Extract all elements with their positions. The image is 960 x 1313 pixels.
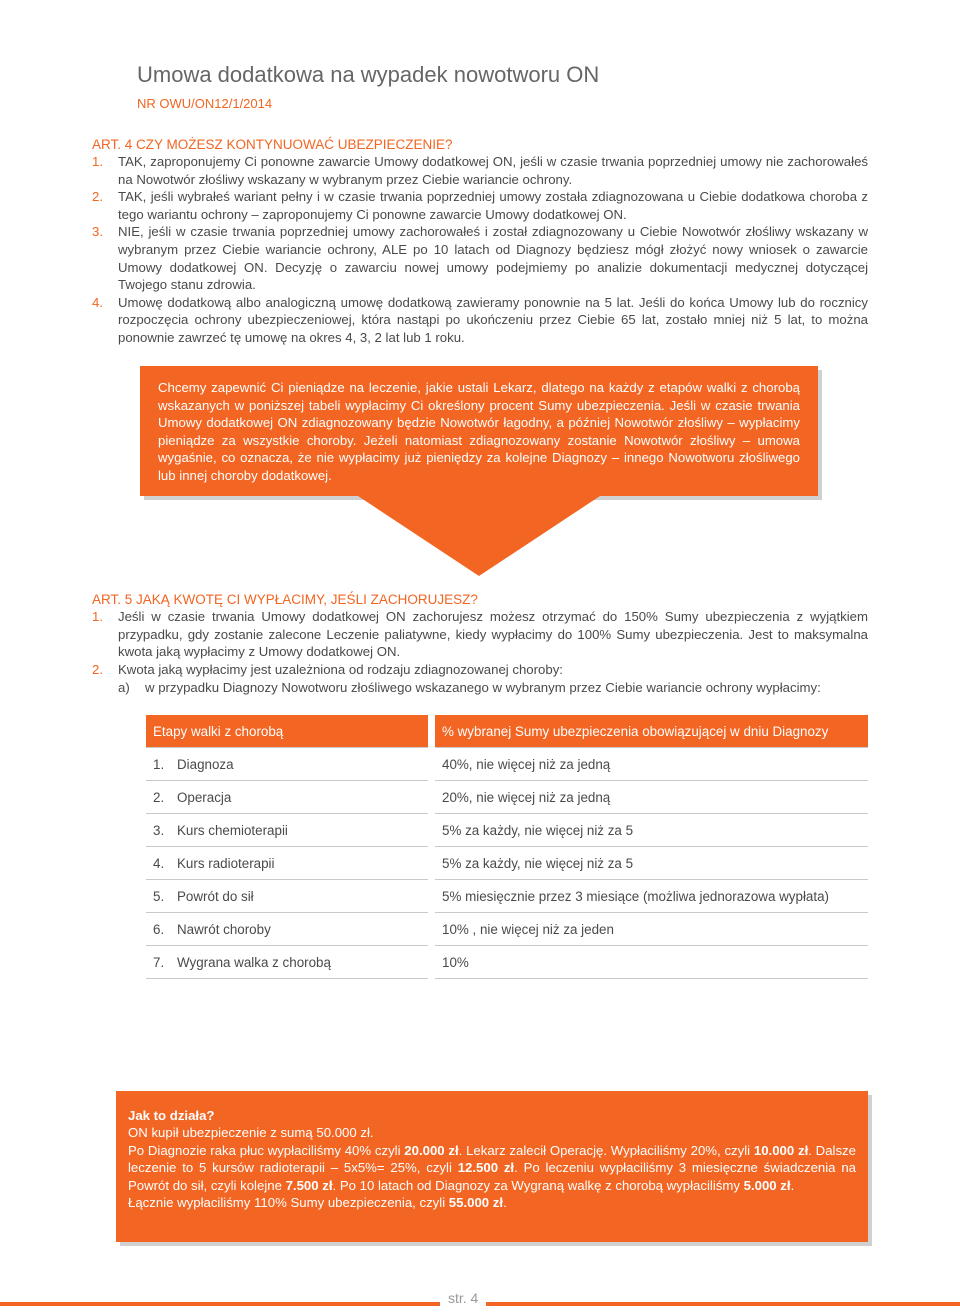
down-arrow-icon bbox=[358, 496, 600, 576]
item-number: 4. bbox=[92, 294, 103, 310]
stage-label: Powrót do sił bbox=[177, 888, 254, 904]
stage-number: 5. bbox=[153, 888, 165, 904]
table-row bbox=[146, 946, 868, 979]
list-item bbox=[92, 188, 868, 223]
stage-cell bbox=[146, 880, 432, 913]
value-cell: 40%, nie więcej niż za jedną bbox=[432, 748, 869, 781]
art4-list bbox=[92, 153, 868, 347]
example-total bbox=[128, 1194, 856, 1211]
item-number: 1. bbox=[92, 609, 103, 624]
example-text: . bbox=[790, 1177, 795, 1193]
example-line-purchase: ON kupił ubezpieczenie z sumą 50.000 zł. bbox=[128, 1125, 374, 1141]
art5-list bbox=[92, 608, 868, 678]
example-amount: 55.000 zł bbox=[448, 1195, 504, 1211]
stage-number: 7. bbox=[153, 954, 165, 970]
stage-label: Kurs radioterapii bbox=[177, 855, 275, 871]
item-text: Umowę dodatkową albo analogiczną umowę dodatkową zawieramy ponownie na 5 lat. Jeśli do końca Umowy lub do rocznicy rozpoczęcia ochrony ubezpieczeniowej, która nastąpi po ukończeniu przez Ciebie 65 lat, zostało mniej niż 5 lat, to można ponownie zawrzeć tę umowę na okres 4, 3, 2 lat lub 1 roku. bbox=[118, 294, 868, 345]
sub-item-a bbox=[118, 680, 821, 695]
stage-label: Nawrót choroby bbox=[177, 921, 271, 937]
stage-number: 4. bbox=[153, 855, 165, 871]
list-item bbox=[92, 608, 868, 661]
example-title-text: Jak to działa? bbox=[128, 1108, 215, 1123]
stage-cell bbox=[146, 946, 432, 979]
table-row bbox=[146, 913, 868, 946]
table-row bbox=[146, 814, 868, 847]
item-text: TAK, jeśli wybrałeś wariant pełny i w czasie trwania poprzedniej umowy została zdiagnozowana u Ciebie dodatkowa choroba z tego wariantu ochrony – zaproponujemy Ci ponowne zawarcie Umowy dodatkowej ON. bbox=[118, 189, 868, 222]
example-text: . Po 10 latach od Diagnozy za Wygraną walkę z chorobą wypłaciliśmy bbox=[332, 1177, 744, 1193]
example-title bbox=[128, 1107, 856, 1124]
example-amount: 12.500 zł bbox=[457, 1160, 515, 1176]
stage-label: Operacja bbox=[177, 789, 232, 805]
stage-number: 2. bbox=[153, 789, 165, 805]
item-number: 2. bbox=[92, 661, 103, 677]
stage-number: 6. bbox=[153, 921, 165, 937]
list-item bbox=[92, 661, 868, 679]
example-text: . Dalsze leczenie to 5 kursów radioterapii – 5x5%= 25%, czyli bbox=[128, 1142, 856, 1176]
art5-heading: ART. 5 JAKĄ KWOTĘ CI WYPŁACIMY, JEŚLI ZACHORUJESZ? bbox=[92, 592, 478, 607]
list-item bbox=[92, 153, 868, 188]
list-item bbox=[92, 223, 868, 293]
example-text: . Po leczeniu wypłaciliśmy 3 miesięczne świadczenia na Powrót do sił, czyli kolejne bbox=[128, 1160, 856, 1193]
example-text: Łącznie wypłaciliśmy 110% Sumy ubezpieczenia, czyli bbox=[128, 1195, 449, 1211]
item-number: 3. bbox=[92, 224, 103, 240]
value-cell: 10% bbox=[432, 946, 869, 979]
example-box bbox=[116, 1091, 868, 1242]
info-box-text: Chcemy zapewnić Ci pieniądze na leczenie, jakie ustali Lekarz, dlatego na każdy z etapów walki z chorobą wskazanych w poniższej tabeli wypłacimy Ci określony procent Sumy ubezpieczenia. Jeśli w czasie trwania Umowy dodatkowej ON zdiagnozowany będzie Nowotwór łagodny, a później Nowotwór złośliwy – wypłacimy pieniądze za wszystkie choroby. Jeżeli natomiast zdiagnozowany zostanie Nowotwór złośliwy – umowa wygaśnie, co oznacza, że nie wypłacimy już pieniędzy za kolejne Diagnozy – innego Nowotworu złośliwego lub innej choroby dodatkowej. bbox=[158, 380, 800, 483]
table-row bbox=[146, 880, 868, 913]
item-text: NIE, jeśli w czasie trwania poprzedniej umowy zachorowałeś i został zdiagnozowany u Ciebie Nowotwór złośliwy wskazany w wybranym przez Ciebie wariancie ochrony, ALE po 10 latach od Diagnozy będziesz mógł złożyć nowy wniosek o zawarcie Umowy dodatkowej ON. Decyzję o zawarciu nowej umowy podejmiemy po analizie dokumentacji medycznej dotyczącej Twojego stanu zdrowia. bbox=[118, 224, 868, 293]
stage-label: Wygrana walka z chorobą bbox=[177, 954, 331, 970]
stage-cell bbox=[146, 781, 432, 814]
example-amount: 5.000 zł bbox=[743, 1177, 791, 1193]
example-amount: 7.500 zł bbox=[285, 1177, 333, 1193]
example-paragraph bbox=[128, 1142, 856, 1194]
value-cell: 20%, nie więcej niż za jedną bbox=[432, 781, 869, 814]
document-title: Umowa dodatkowa na wypadek nowotworu ON bbox=[137, 62, 600, 87]
sub-item-mark: a) bbox=[118, 680, 130, 695]
column-header-stage: Etapy walki z chorobą bbox=[146, 715, 432, 748]
stage-number: 1. bbox=[153, 756, 165, 772]
table-row bbox=[146, 748, 868, 781]
stage-cell bbox=[146, 748, 432, 781]
stages-table bbox=[146, 715, 868, 979]
value-cell: 5% za każdy, nie więcej niż za 5 bbox=[432, 814, 869, 847]
example-text: Po Diagnozie raka płuc wypłaciliśmy 40% czyli bbox=[128, 1142, 405, 1158]
stage-cell bbox=[146, 814, 432, 847]
column-header-percent: % wybranej Sumy ubezpieczenia obowiązującej w dniu Diagnozy bbox=[432, 715, 869, 748]
item-text: Jeśli w czasie trwania Umowy dodatkowej ON zachorujesz możesz otrzymać do 150% Sumy ubezpieczenia z wyjątkiem przypadku, gdy zostanie zalecone Leczenie paliatywne, kiedy wypłacimy do 100% Sumy ubezpieczenia. Jest to maksymalna kwota jaką wypłacimy z Umowy dodatkowej ON. bbox=[118, 609, 868, 660]
art4-heading: ART. 4 CZY MOŻESZ KONTYNUOWAĆ UBEZPIECZENIE? bbox=[92, 137, 453, 152]
table-header-row bbox=[146, 715, 868, 748]
example-amount: 20.000 zł bbox=[404, 1142, 459, 1158]
stage-label: Diagnoza bbox=[177, 756, 234, 772]
stage-label: Kurs chemioterapii bbox=[177, 822, 288, 838]
stage-cell bbox=[146, 847, 432, 880]
info-box bbox=[140, 366, 818, 496]
value-cell: 5% za każdy, nie więcej niż za 5 bbox=[432, 847, 869, 880]
item-number: 2. bbox=[92, 189, 103, 205]
list-item bbox=[92, 294, 868, 347]
stage-cell bbox=[146, 913, 432, 946]
item-text: Kwota jaką wypłacimy jest uzależniona od rodzaju zdiagnozowanej choroby: bbox=[118, 661, 563, 677]
value-cell: 5% miesięcznie przez 3 miesiące (możliwa jednorazowa wypłata) bbox=[432, 880, 869, 913]
table-row bbox=[146, 781, 868, 814]
item-text: TAK, zaproponujemy Ci ponowne zawarcie Umowy dodatkowej ON, jeśli w czasie trwania poprzedniej umowy nie zachorowałeś na Nowotwór złośliwy wskazany w wybranym przez Ciebie wariancie ochrony. bbox=[118, 154, 868, 187]
example-text: . bbox=[503, 1195, 507, 1211]
table-row bbox=[146, 847, 868, 880]
value-cell: 10% , nie więcej niż za jeden bbox=[432, 913, 869, 946]
document-code: NR OWU/ON12/1/2014 bbox=[137, 96, 273, 111]
sub-item-text: w przypadku Diagnozy Nowotworu złośliwego wskazanego w wybranym przez Ciebie wariancie ochrony wypłacimy: bbox=[145, 680, 821, 695]
page-number: str. 4 bbox=[440, 1290, 486, 1306]
example-text: . Lekarz zalecił Operację. Wypłaciliśmy 20%, czyli bbox=[458, 1142, 754, 1158]
example-amount: 10.000 zł bbox=[753, 1142, 809, 1158]
stage-number: 3. bbox=[153, 822, 165, 838]
item-number: 1. bbox=[92, 154, 103, 169]
